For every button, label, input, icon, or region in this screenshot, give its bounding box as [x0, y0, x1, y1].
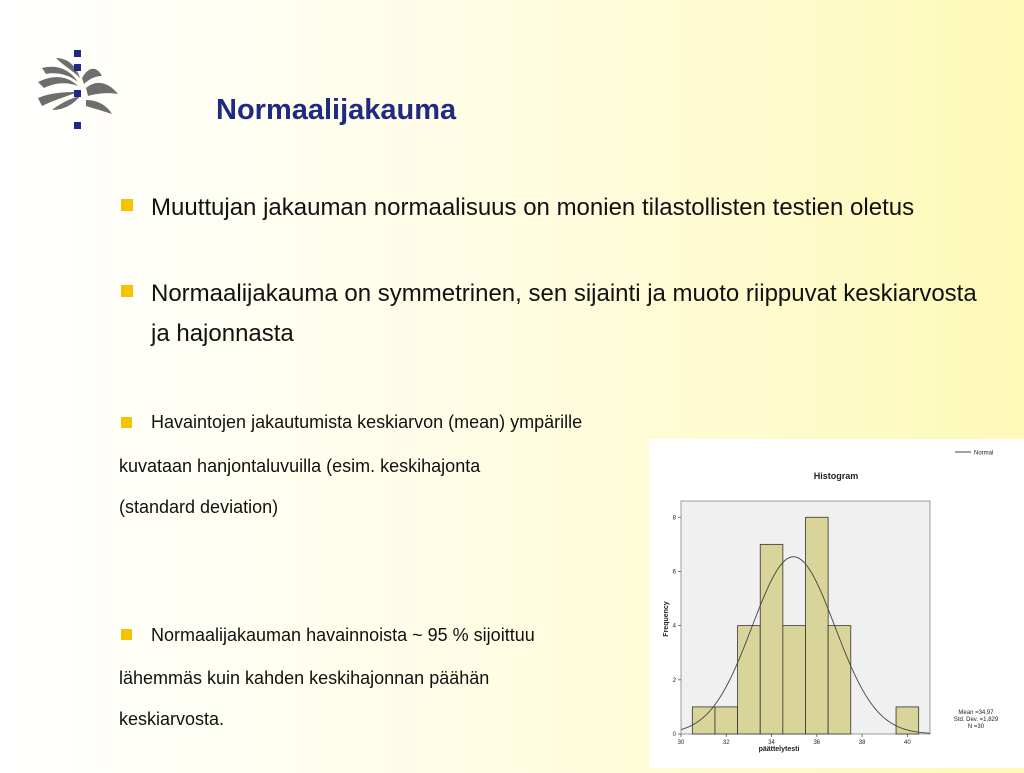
- y-axis-label: Frequency: [663, 601, 670, 637]
- bullet-text-4-cont: lähemmäs kuin kahden keskihajonnan päähän: [119, 668, 490, 688]
- y-tick-label: 6: [672, 569, 676, 576]
- bullet-square-icon: [121, 417, 132, 428]
- bullet-text-3-cont: kuvataan hanjontaluvuilla (esim. keskihajonta: [119, 456, 481, 476]
- histogram-svg: [649, 439, 1024, 768]
- bullet-text-4-cont2: keskiarvosta.: [119, 709, 225, 729]
- legend-label: Normal: [974, 450, 994, 457]
- histogram-bar: [692, 707, 715, 734]
- bullet-square-icon: [121, 199, 133, 211]
- bullet-text-3: Havaintojen jakautumista keskiarvon (mean) ympärille: [151, 412, 583, 432]
- y-tick-label: 0: [672, 732, 676, 738]
- histogram-bar: [715, 707, 738, 734]
- x-tick-label: 30: [677, 740, 685, 746]
- bullet-text-3-cont2: (standard deviation): [119, 497, 279, 517]
- stat-n: N =30: [967, 724, 985, 730]
- stat-mean: Mean =34,97: [958, 710, 994, 716]
- bullet-text-1: Muuttujan jakauman normaalisuus on monien tilastollisten testien oletus: [151, 194, 915, 221]
- bullet-square-icon: [121, 285, 133, 297]
- histogram-chart: [649, 439, 1024, 768]
- histogram-bar: [828, 626, 851, 734]
- histogram-bar: [783, 626, 806, 734]
- bullet-square-icon: [121, 629, 132, 640]
- x-tick-label: 40: [904, 740, 911, 746]
- x-tick-label: 38: [858, 740, 866, 746]
- chart-title: Histogram: [813, 471, 859, 481]
- x-tick-label: 32: [722, 740, 730, 746]
- y-tick-label: 8: [672, 515, 676, 522]
- histogram-bar: [760, 544, 783, 734]
- y-tick-label: 4: [672, 623, 676, 630]
- slide-title: Normaalijakauma: [216, 94, 457, 126]
- histogram-bar: [738, 626, 761, 734]
- stat-sd: Std. Dev. =1,829: [953, 717, 999, 723]
- y-tick-label: 2: [672, 677, 676, 684]
- university-logo: [34, 48, 126, 136]
- x-tick-label: 34: [768, 740, 775, 746]
- x-tick-label: 36: [813, 740, 821, 746]
- bullet-text-4: Normaalijakauman havainnoista ~ 95 % sijoittuu: [151, 625, 535, 645]
- x-axis-label: päättelytesti: [758, 746, 800, 753]
- histogram-bar: [806, 517, 829, 734]
- bullet-text-2: Normaalijakauma on symmetrinen, sen sijainti ja muoto riippuvat keskiarvosta ja hajonnasta: [151, 280, 977, 347]
